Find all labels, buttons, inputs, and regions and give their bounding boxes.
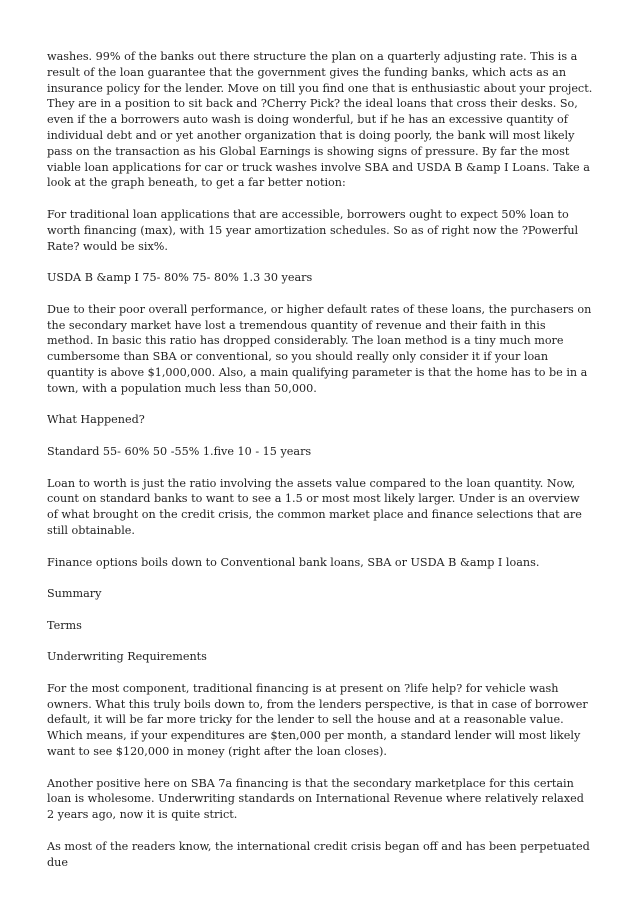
- heading-underwriting-requirements: Underwriting Requirements: [47, 650, 207, 664]
- paragraph-loan-to-worth: Loan to worth is just the ratio involving the assets value compared to the loan quantity. Now, count on standard banks to want to see a 1.5 or most most likely larger. Under is an overview of what brought on the credit crisis, the common market place and finance selections that are still obtainable.: [47, 476, 582, 537]
- paragraph-credit-crisis: As most of the readers know, the international credit crisis began off and has been perpetuated due: [47, 839, 590, 869]
- document-page: [47, 49, 593, 886]
- paragraph-traditional-loans: For traditional loan applications that are accessible, borrowers ought to expect 50% loan to worth financing (max), with 15 year amortization schedules. So as of right now the ?Powerful Rate? would be six%.: [47, 207, 579, 253]
- paragraph-sba-7a: Another positive here on SBA 7a financing is that the secondary marketplace for this certain loan is wholesome. Underwriting standards on International Revenue where relatively relaxed 2 years ago, now it is quite strict.: [47, 776, 584, 822]
- paragraph-traditional-financing: For the most component, traditional financing is at present on ?life help? for vehicle wash owners. What this truly boils down to, from the lenders perspective, is that in case of borrower default, it will be far more tricky for the lender to sell the house and at a reasonable value. Which means, if your expenditures are $ten,000 per month, a standard lender will most likely want to see $120,000 in money (right after the loan closes).: [47, 681, 588, 759]
- heading-summary: Summary: [47, 587, 102, 601]
- paragraph-secondary-market: Due to their poor overall performance, or higher default rates of these loans, the purchasers on the secondary market have lost a tremendous quantity of revenue and their faith in this method. In basic this ratio has dropped considerably. The loan method is a tiny much more cumbersome than SBA or conventional, so you should really only consider it if your loan quantity is above $1,000,000. Also, a main qualifying parameter is that the home has to be in a town, with a population much less than 50,000.: [47, 302, 592, 395]
- paragraph-loan-structure: washes. 99% of the banks out there structure the plan on a quarterly adjusting rate. This is a result of the loan guarantee that the government gives the funding banks, which acts as an insurance policy for the lender. Move on till you find one that is enthusiastic about your project. They are in a position to sit back and ?Cherry Pick? the ideal loans that cross their desks. So, even if the a borrowers auto wash is doing wonderful, but if he has an excessive quantity of individual debt and or yet another organization that is doing poorly, the bank will most likely pass on the transaction as his Global Earnings is showing signs of pressure. By far the most viable loan applications for car or truck washes involve SBA and USDA B &amp I Loans. Take a look at the graph beneath, to get a far better notion:: [47, 50, 593, 190]
- heading-what-happened: What Happened?: [47, 413, 145, 427]
- heading-terms: Terms: [47, 618, 82, 632]
- paragraph-usda-terms: USDA B &amp I 75- 80% 75- 80% 1.3 30 years: [47, 271, 313, 285]
- paragraph-finance-options: Finance options boils down to Conventional bank loans, SBA or USDA B &amp I loans.: [47, 555, 540, 569]
- paragraph-standard-terms: Standard 55- 60% 50 -55% 1.five 10 - 15 years: [47, 444, 312, 458]
